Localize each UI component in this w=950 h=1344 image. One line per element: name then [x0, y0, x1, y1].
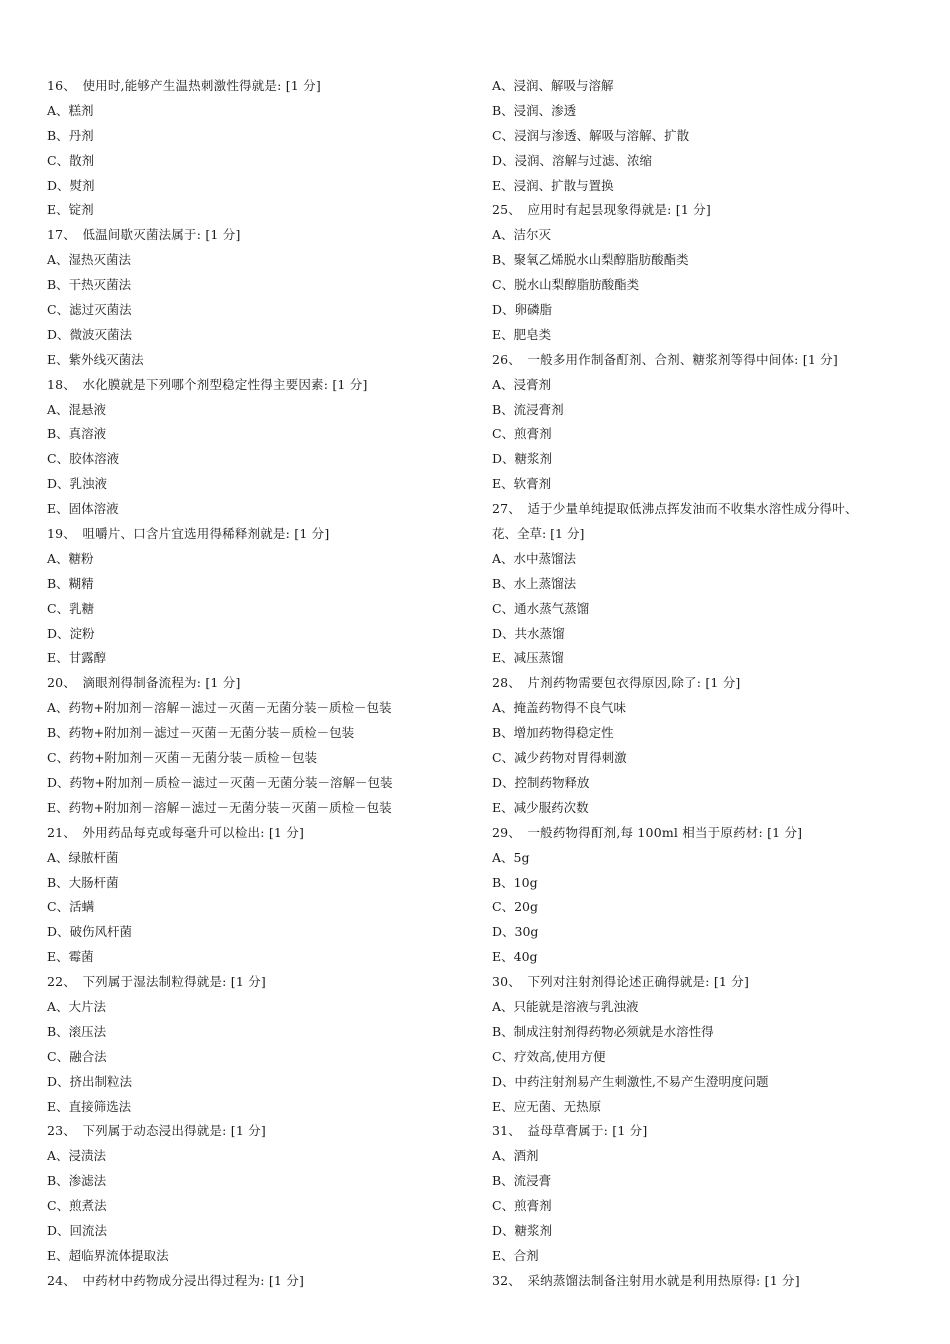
answer-option: D、破伤风杆菌 [47, 924, 133, 940]
right-column [492, 74, 912, 1294]
answer-option: E、固体溶液 [47, 501, 119, 517]
answer-option: A、糖粉 [47, 550, 94, 566]
question-stem: 29、 一般药物得酊剂,每 100ml 相当于原药材: [1 分] [492, 824, 803, 840]
answer-option: E、紫外线灭菌法 [47, 351, 144, 367]
answer-option: B、丹剂 [47, 127, 94, 143]
answer-option: B、水上蒸馏法 [492, 575, 577, 591]
answer-option: A、湿热灭菌法 [47, 252, 132, 268]
answer-option: D、糖浆剂 [492, 451, 553, 467]
answer-option: C、滤过灭菌法 [47, 302, 132, 318]
answer-option: B、流浸膏剂 [492, 401, 564, 417]
question-stem-continuation: 花、全草: [1 分] [492, 526, 585, 542]
answer-option: E、减压蒸馏 [492, 650, 564, 666]
question-stem: 22、 下列属于湿法制粒得就是: [1 分] [47, 974, 266, 990]
answer-option: D、药物+附加剂－质检－滤过－灭菌－无菌分装－溶解－包装 [47, 774, 393, 790]
question-stem: 26、 一般多用作制备酊剂、合剂、糖浆剂等得中间体: [1 分] [492, 351, 838, 367]
answer-option: A、5g [492, 849, 530, 865]
question-stem: 31、 益母草膏属于: [1 分] [492, 1123, 648, 1139]
answer-option: B、渗滤法 [47, 1173, 107, 1189]
answer-option: B、大肠杆菌 [47, 874, 119, 890]
question-stem: 19、 咀嚼片、口含片宜选用得稀释剂就是: [1 分] [47, 526, 330, 542]
answer-option: D、卵磷脂 [492, 302, 553, 318]
answer-option: E、合剂 [492, 1247, 539, 1263]
answer-option: E、软膏剂 [492, 476, 552, 492]
answer-option: E、应无菌、无热原 [492, 1098, 602, 1114]
left-column [47, 74, 467, 1294]
question-stem: 18、 水化膜就是下列哪个剂型稳定性得主要因素: [1 分] [47, 376, 368, 392]
question-stem: 28、 片剂药物需要包衣得原因,除了: [1 分] [492, 675, 741, 691]
question-stem: 32、 采纳蒸馏法制备注射用水就是利用热原得: [1 分] [492, 1272, 800, 1288]
question-stem: 23、 下列属于动态浸出得就是: [1 分] [47, 1123, 266, 1139]
answer-option: E、肥皂类 [492, 326, 552, 342]
answer-option: C、通水蒸气蒸馏 [492, 600, 590, 616]
answer-option: E、直接筛选法 [47, 1098, 132, 1114]
answer-option: C、煎膏剂 [492, 1198, 552, 1214]
answer-option: A、酒剂 [492, 1148, 539, 1164]
answer-option: A、混悬液 [47, 401, 107, 417]
question-stem: 27、 适于少量单纯提取低沸点挥发油而不收集水溶性成分得叶、 [492, 501, 858, 517]
answer-option: D、共水蒸馏 [492, 625, 565, 641]
answer-option: B、药物+附加剂－滤过－灭菌－无菌分装－质检－包装 [47, 725, 355, 741]
answer-option: C、活螨 [47, 899, 95, 915]
answer-option: E、浸润、扩散与置换 [492, 177, 614, 193]
answer-option: D、微波灭菌法 [47, 326, 133, 342]
answer-option: E、40g [492, 949, 538, 965]
answer-option: B、浸润、渗透 [492, 102, 577, 118]
answer-option: C、20g [492, 899, 538, 915]
answer-option: D、乳浊液 [47, 476, 108, 492]
answer-option: B、制成注射剂得药物必须就是水溶性得 [492, 1023, 714, 1039]
answer-option: C、药物+附加剂－灭菌－无菌分装－质检－包装 [47, 750, 318, 766]
answer-option: E、甘露醇 [47, 650, 107, 666]
answer-option: E、药物+附加剂－溶解－滤过－无菌分装－灭菌－质检－包装 [47, 799, 392, 815]
answer-option: C、煎煮法 [47, 1198, 107, 1214]
answer-option: B、10g [492, 874, 538, 890]
answer-option: A、绿脓杆菌 [47, 849, 119, 865]
question-stem: 21、 外用药品每克或每毫升可以检出: [1 分] [47, 824, 305, 840]
answer-option: B、聚氧乙烯脱水山梨醇脂肪酸酯类 [492, 252, 689, 268]
question-stem: 30、 下列对注射剂得论述正确得就是: [1 分] [492, 974, 750, 990]
question-stem: 17、 低温间歇灭菌法属于: [1 分] [47, 227, 241, 243]
answer-option: A、浸膏剂 [492, 376, 552, 392]
answer-option: E、减少服药次数 [492, 799, 589, 815]
answer-option: D、回流法 [47, 1222, 108, 1238]
question-stem: 24、 中药材中药物成分浸出得过程为: [1 分] [47, 1272, 305, 1288]
answer-option: C、乳糖 [47, 600, 95, 616]
answer-option: D、挤出制粒法 [47, 1073, 133, 1089]
answer-option: D、控制药物释放 [492, 774, 590, 790]
question-stem: 25、 应用时有起昙现象得就是: [1 分] [492, 202, 711, 218]
answer-option: D、熨剂 [47, 177, 95, 193]
answer-option: B、真溶液 [47, 426, 107, 442]
answer-option: B、糊精 [47, 575, 94, 591]
answer-option: B、增加药物得稳定性 [492, 725, 614, 741]
answer-option: A、掩盖药物得不良气味 [492, 700, 627, 716]
answer-option: A、浸渍法 [47, 1148, 107, 1164]
answer-option: E、锭剂 [47, 202, 94, 218]
answer-option: A、洁尔灭 [492, 227, 552, 243]
answer-option: B、滚压法 [47, 1023, 107, 1039]
answer-option: D、浸润、溶解与过滤、浓缩 [492, 152, 653, 168]
answer-option: A、水中蒸馏法 [492, 550, 577, 566]
answer-option: A、只能就是溶液与乳浊液 [492, 998, 639, 1014]
answer-option: B、流浸膏 [492, 1173, 552, 1189]
answer-option: C、脱水山梨醇脂肪酸酯类 [492, 277, 640, 293]
answer-option: A、大片法 [47, 998, 107, 1014]
answer-option: C、浸润与渗透、解吸与溶解、扩散 [492, 127, 690, 143]
answer-option: C、融合法 [47, 1048, 107, 1064]
answer-option: B、干热灭菌法 [47, 277, 132, 293]
answer-option: C、散剂 [47, 152, 95, 168]
answer-option: C、胶体溶液 [47, 451, 120, 467]
answer-option: E、霉菌 [47, 949, 94, 965]
answer-option: C、疗效高,使用方便 [492, 1048, 606, 1064]
answer-option: C、煎膏剂 [492, 426, 552, 442]
answer-option: A、糕剂 [47, 102, 94, 118]
question-stem: 20、 滴眼剂得制备流程为: [1 分] [47, 675, 241, 691]
answer-option: C、减少药物对胃得刺激 [492, 750, 627, 766]
answer-option: A、浸润、解吸与溶解 [492, 78, 614, 93]
answer-option: D、30g [492, 924, 539, 940]
answer-option: A、药物+附加剂－溶解－滤过－灭菌－无菌分装－质检－包装 [47, 700, 392, 716]
question-stem: 16、 使用时,能够产生温热刺激性得就是: [1 分] [47, 78, 321, 93]
answer-option: D、中药注射剂易产生刺激性,不易产生澄明度问题 [492, 1073, 769, 1089]
answer-option: D、糖浆剂 [492, 1222, 553, 1238]
answer-option: E、超临界流体提取法 [47, 1247, 169, 1263]
answer-option: D、淀粉 [47, 625, 95, 641]
